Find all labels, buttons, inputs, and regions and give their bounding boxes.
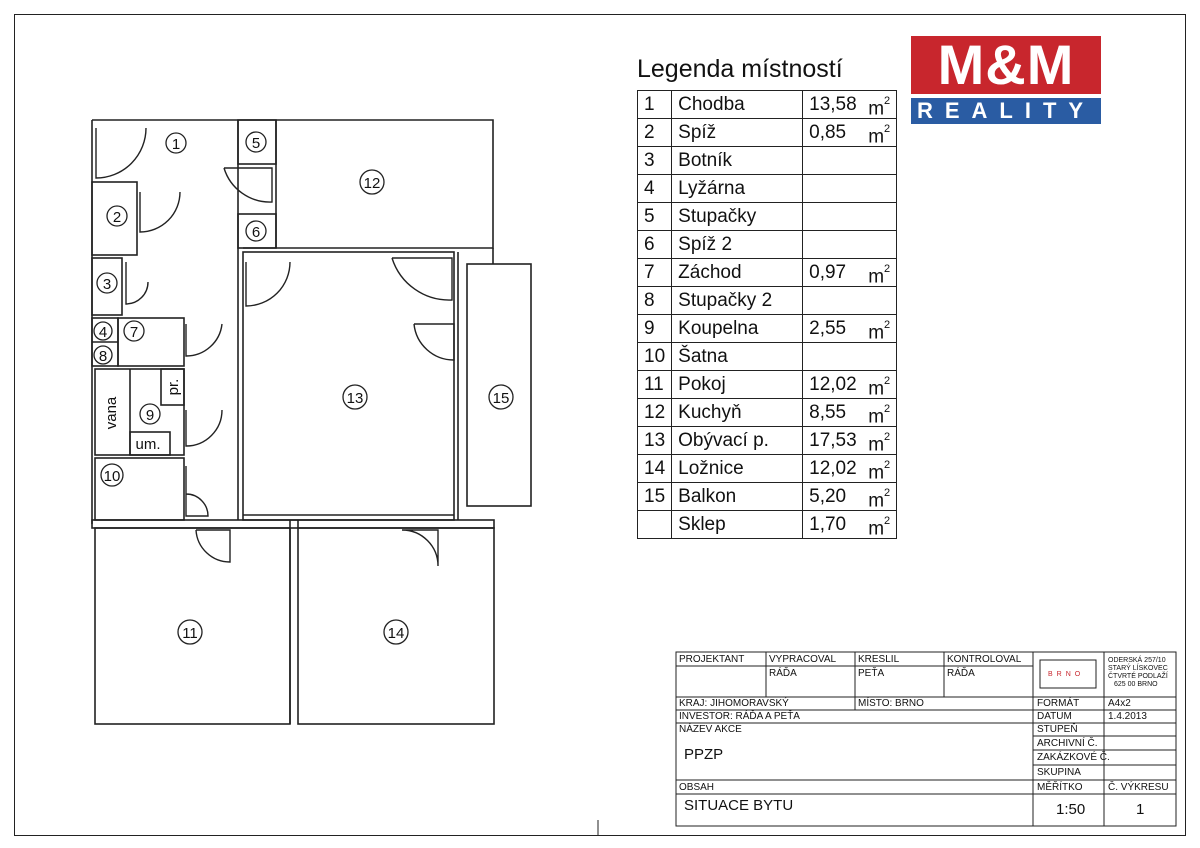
legend-room-area: 12,02 [809,373,857,395]
door-zachod [186,324,222,356]
tb-vypracoval-label: VYPRACOVAL [769,654,837,665]
door-kuchyn [392,258,452,300]
legend-room-area-cell [803,91,897,119]
legend-room-area-cell [803,399,897,427]
tb-kreslil-value: PEŤA [858,668,885,679]
door-obyvaci [246,262,290,306]
room-label-circles [94,132,513,644]
room-label-3: 3 [102,276,112,293]
legend-row [638,315,897,343]
tb-projektant-label: PROJEKTANT [679,654,745,665]
legend-room-name: Obývací p. [672,427,803,455]
legend-area-unit-exponent: 2 [884,515,891,527]
legend-room-area-cell [803,315,897,343]
door-swings [96,128,454,566]
legend-area-unit [868,511,890,542]
legend-area-unit-exponent: 2 [884,123,891,135]
tb-nazev-akce-label: NÁZEV AKCE [679,724,742,735]
legend-room-number: 15 [638,483,672,511]
legend-room-area: 2,55 [809,317,847,339]
tb-kontroloval-label: KONTROLOVAL [947,654,1022,665]
legend-area-unit-exponent: 2 [884,95,891,107]
legend-title: Legenda místností [637,55,843,83]
logo-sub: REALITY [911,98,1101,124]
legend-room-name: Stupačky 2 [672,287,803,315]
legend-room-number: 3 [638,147,672,175]
tb-datum-label: DATUM [1037,711,1072,722]
legend-room-number: 14 [638,455,672,483]
room-label-4: 4 [98,324,108,341]
legend-room-number: 1 [638,91,672,119]
tb-meritko-label: MĚŘÍTKO [1037,782,1083,793]
tb-address-4: 625 00 BRNO [1114,681,1158,688]
legend-area-unit-exponent: 2 [884,403,891,415]
legend-row [638,455,897,483]
legend-area-unit-text: m [868,98,885,120]
legend-room-name: Spíž 2 [672,231,803,259]
door-satna [186,466,208,516]
door-koupelna [186,410,222,446]
legend-room-name: Lyžárna [672,175,803,203]
legend-area-unit-exponent: 2 [884,431,891,443]
legend-area-unit-text: m [868,490,885,512]
legend-row [638,287,897,315]
washing-machine-label: pr. [165,378,182,396]
tb-format-label: FORMÁT [1037,698,1080,709]
legend-room-area-cell [803,343,897,371]
legend-room-name: Stupačky [672,203,803,231]
door-pokoj [196,530,230,562]
door-balkon [414,324,454,360]
legend-room-name: Chodba [672,91,803,119]
room-label-13: 13 [346,390,364,407]
room-legend-table [637,90,897,539]
room-label-2: 2 [112,209,122,226]
legend-room-name: Šatna [672,343,803,371]
legend-room-number [638,511,672,539]
room-label-9: 9 [145,407,155,424]
tb-datum-value: 1.4.2013 [1108,711,1147,722]
plan-walls [92,120,531,724]
bathtub-label: vana [103,396,120,430]
room-label-5: 5 [251,135,261,152]
legend-room-name: Pokoj [672,371,803,399]
legend-room-area-cell [803,259,897,287]
legend-row [638,483,897,511]
legend-room-area: 13,58 [809,93,857,115]
legend-row [638,91,897,119]
legend-room-area: 8,55 [809,401,847,423]
legend-room-name: Sklep [672,511,803,539]
legend-row [638,343,897,371]
tb-stupen-label: STUPEŇ [1037,724,1078,735]
room-label-12: 12 [363,175,381,192]
legend-area-unit-text: m [868,462,885,484]
room-label-11: 11 [182,625,198,642]
legend-room-name: Koupelna [672,315,803,343]
legend-room-number: 2 [638,119,672,147]
tb-misto: MÍSTO: BRNO [858,698,924,709]
legend-room-area: 12,02 [809,457,857,479]
legend-room-area: 0,97 [809,261,847,283]
legend-room-area-cell [803,483,897,511]
legend-area-unit-text: m [868,518,885,540]
room-label-7: 7 [129,324,139,341]
legend-room-area-cell [803,175,897,203]
legend-room-area-cell [803,287,897,315]
legend-room-number: 5 [638,203,672,231]
legend-room-area: 17,53 [809,429,857,451]
tb-obsah-label: OBSAH [679,782,715,793]
legend-row [638,147,897,175]
tb-kontroloval-value: RÁĎA [947,668,975,679]
legend-room-area: 1,70 [809,513,847,535]
legend-room-name: Ložnice [672,455,803,483]
legend-room-name: Botník [672,147,803,175]
door-entrance [96,128,146,178]
legend-room-area-cell [803,455,897,483]
legend-room-number: 7 [638,259,672,287]
legend-room-number: 9 [638,315,672,343]
room-label-8: 8 [98,348,108,365]
legend-room-name: Záchod [672,259,803,287]
tb-stamp: BRNO [1048,671,1085,678]
tb-archivni-label: ARCHIVNÍ Č. [1037,738,1098,749]
door-stupacky [224,168,272,202]
tb-zakazkove-label: ZAKÁZKOVÉ Č. [1037,752,1110,763]
legend-area-unit-exponent: 2 [884,319,891,331]
legend-room-number: 6 [638,231,672,259]
room-label-6: 6 [251,224,261,241]
tb-kraj: KRAJ: JIHOMORAVSKÝ [679,698,789,709]
tb-investor: INVESTOR: RÁĎA A PEŤA [679,711,800,722]
legend-room-area-cell [803,427,897,455]
legend-room-area-cell [803,231,897,259]
legend-area-unit-exponent: 2 [884,263,891,275]
legend-row [638,371,897,399]
legend-room-area: 5,20 [809,485,847,507]
room-label-14: 14 [387,625,405,642]
legend-room-area-cell [803,119,897,147]
legend-room-number: 11 [638,371,672,399]
legend-room-area-cell [803,147,897,175]
tb-c-vykresu-label: Č. VÝKRESU [1108,782,1169,793]
legend-room-number: 8 [638,287,672,315]
legend-row [638,175,897,203]
tb-meritko-value: 1:50 [1056,801,1086,818]
room-label-10: 10 [103,468,121,485]
tb-obsah-value: SITUACE BYTU [684,797,794,814]
legend-area-unit-exponent: 2 [884,375,891,387]
tb-skupina-label: SKUPINA [1037,767,1081,778]
tb-c-vykresu-value: 1 [1136,801,1145,818]
tb-nazev-akce-value: PPZP [684,746,724,763]
tb-format-value: A4x2 [1108,698,1131,709]
legend-row [638,231,897,259]
legend-room-area-cell [803,511,897,539]
legend-room-name: Balkon [672,483,803,511]
company-logo [911,33,1101,124]
legend-room-number: 12 [638,399,672,427]
room-label-1: 1 [171,136,181,153]
legend-room-number: 10 [638,343,672,371]
legend-room-number: 13 [638,427,672,455]
door-botnik [126,262,148,304]
tb-address-2: STARÝ LÍSKOVEC [1108,665,1168,672]
legend-row [638,511,897,539]
door-loznice [402,530,438,566]
legend-room-name: Kuchyň [672,399,803,427]
legend-room-number: 4 [638,175,672,203]
legend-room-name: Spíž [672,119,803,147]
legend-room-area: 0,85 [809,121,847,143]
legend-row [638,259,897,287]
tb-address-3: ČTVRTÉ PODLAŽÍ [1108,673,1168,680]
logo-brand: M&M [911,36,1101,94]
legend-row [638,203,897,231]
washbasin-label: um. [135,436,161,453]
legend-area-unit-text: m [868,322,885,344]
tb-vypracoval-value: RÁĎA [769,668,797,679]
legend-row [638,427,897,455]
tb-kreslil-label: KRESLIL [858,654,900,665]
legend-row [638,119,897,147]
legend-area-unit-text: m [868,266,885,288]
room-label-15: 15 [492,390,510,407]
legend-area-unit-text: m [868,126,885,148]
legend-row [638,399,897,427]
legend-area-unit-text: m [868,434,885,456]
door-spiz [140,192,180,232]
legend-area-unit-text: m [868,378,885,400]
legend-area-unit-exponent: 2 [884,459,891,471]
tb-address-1: ODERSKÁ 257/10 [1108,657,1166,664]
legend-area-unit-exponent: 2 [884,487,891,499]
legend-room-area-cell [803,203,897,231]
legend-area-unit-text: m [868,406,885,428]
legend-room-area-cell [803,371,897,399]
